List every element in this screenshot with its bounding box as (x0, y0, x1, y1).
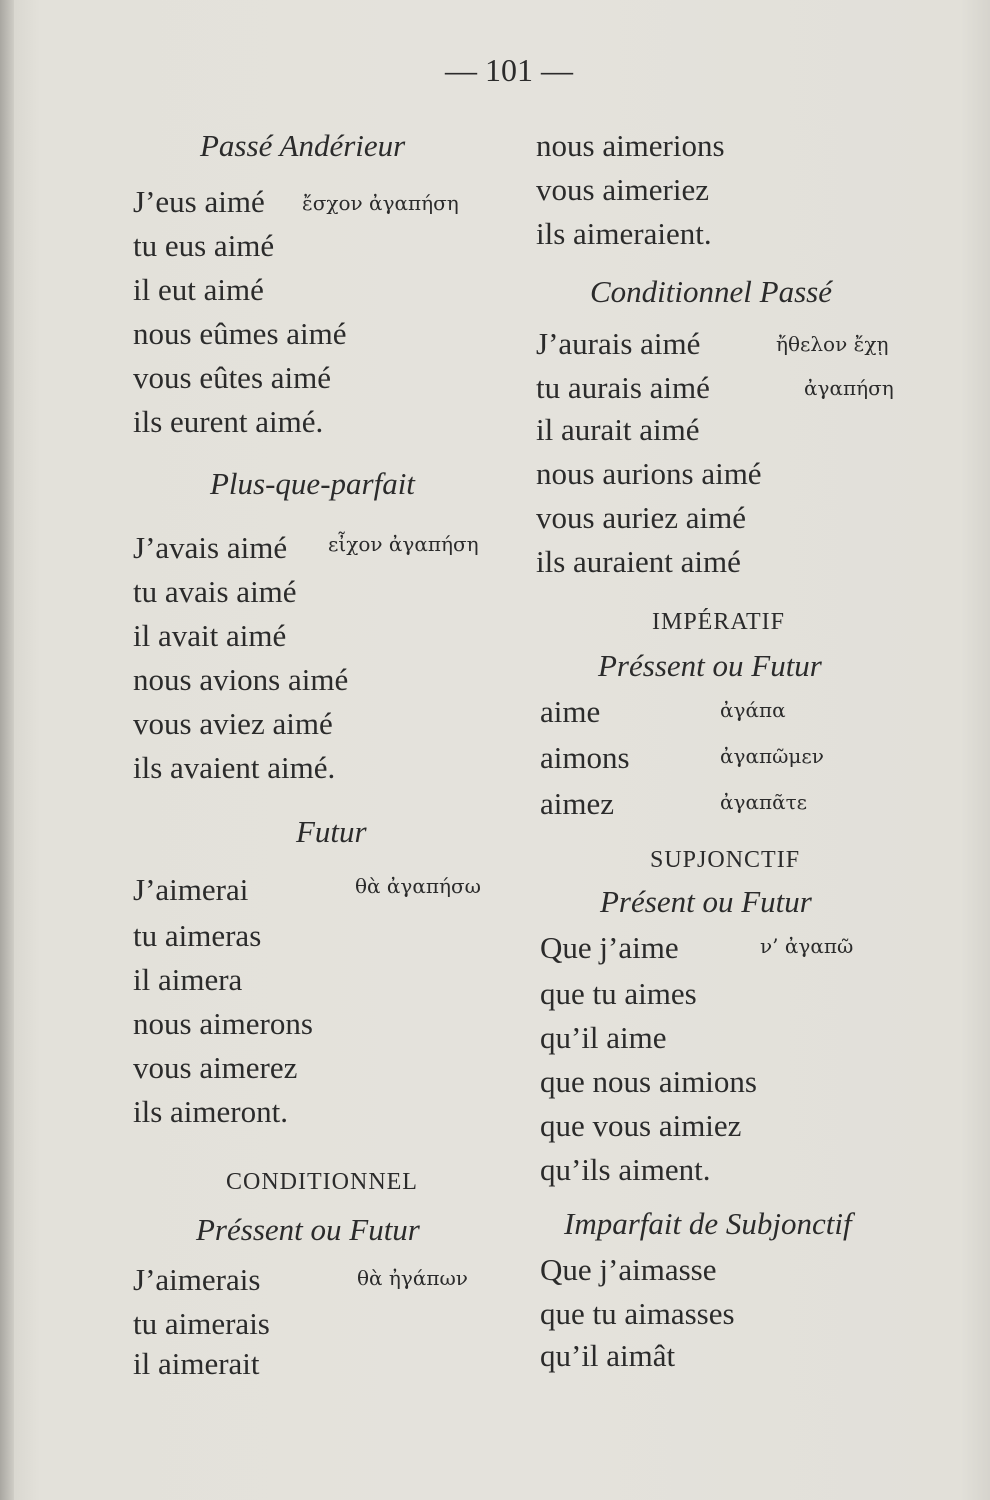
conj-line: J’aimerais (133, 1262, 261, 1297)
page-number: — 101 — (445, 52, 573, 88)
greek-translation: θὰ ἀγαπήσω (355, 874, 481, 898)
conj-line: vous aimerez (133, 1050, 298, 1085)
section-imperatif: IMPÉRATIF (652, 609, 786, 635)
conj-line: nous aimerions (536, 128, 725, 163)
heading-subjonctif-present: Présent ou Futur (600, 884, 812, 919)
heading-passe-anterieur: Passé Andérieur (200, 128, 406, 163)
conj-line: qu’ils aiment. (540, 1152, 711, 1187)
conj-line: ils aimeront. (133, 1094, 288, 1129)
section-subjonctif: SUPJONCTIF (650, 847, 801, 873)
conj-line: ils avaient aimé. (133, 750, 336, 785)
conj-line: Que j’aimasse (540, 1252, 717, 1287)
conj-line: que nous aimions (540, 1064, 757, 1099)
heading-imperatif-present: Préssent ou Futur (598, 648, 822, 683)
greek-translation: ἀγαπήση (804, 376, 894, 400)
conj-line: Que j’aime (540, 930, 679, 965)
conj-line: ils auraient aimé (536, 544, 741, 579)
heading-conditionnel-passe: Conditionnel Passé (590, 274, 832, 309)
heading-futur: Futur (296, 814, 367, 849)
heading-conditionnel-present: Préssent ou Futur (196, 1212, 420, 1247)
conj-line: tu eus aimé (133, 228, 275, 263)
book-spine-shadow (0, 0, 14, 1500)
conj-line: vous aviez aimé (133, 706, 333, 741)
conj-line: tu aurais aimé (536, 370, 710, 405)
conj-line: nous aurions aimé (536, 456, 762, 491)
conj-line: vous aimeriez (536, 172, 710, 207)
conj-line: il aimera (133, 962, 243, 997)
conj-line: que tu aimasses (540, 1296, 735, 1331)
section-conditionnel: CONDITIONNEL (226, 1169, 418, 1195)
conj-line: J’aurais aimé (536, 326, 701, 361)
conj-line: tu aimerais (133, 1306, 270, 1341)
heading-imparfait-subjonctif: Imparfait de Subjonctif (564, 1206, 852, 1241)
conj-line: J’aimerai (133, 872, 249, 907)
conj-line: aimez (540, 786, 615, 821)
conj-line: aimons (540, 740, 630, 775)
greek-translation: ἤθελον ἔχῃ (776, 332, 889, 356)
conj-line: J’avais aimé (133, 530, 288, 565)
greek-translation: θὰ ἠγάπων (357, 1266, 468, 1290)
conj-line: ils aimeraient. (536, 216, 712, 251)
conj-line: que tu aimes (540, 976, 697, 1011)
conj-line: qu’il aime (540, 1020, 667, 1055)
greek-translation: ἀγάπα (720, 698, 786, 722)
greek-translation: ἔσχον ἀγαπήση (302, 191, 459, 215)
conj-line: nous avions aimé (133, 662, 349, 697)
conj-line: il aimerait (133, 1346, 260, 1381)
conj-line: il aurait aimé (536, 412, 700, 447)
conj-line: aime (540, 694, 601, 729)
conj-line: ils eurent aimé. (133, 404, 324, 439)
greek-translation: ν’ ἀγαπῶ (760, 934, 854, 958)
conj-line: nous aimerons (133, 1006, 313, 1041)
conj-line: nous eûmes aimé (133, 316, 347, 351)
conj-line: vous auriez aimé (536, 500, 747, 535)
conj-line: vous eûtes aimé (133, 360, 332, 395)
conj-line: il eut aimé (133, 272, 264, 307)
greek-translation: ἀγαπῶμεν (720, 744, 824, 768)
heading-plus-que-parfait: Plus-que-parfait (210, 466, 415, 501)
conj-line: tu avais aimé (133, 574, 297, 609)
conj-line: qu’il aimât (540, 1338, 676, 1373)
greek-translation: εἶχον ἀγαπήση (328, 532, 479, 556)
conj-line: que vous aimiez (540, 1108, 742, 1143)
conj-line: J’eus aimé (133, 184, 265, 219)
conj-line: tu aimeras (133, 918, 262, 953)
greek-translation: ἀγαπᾶτε (720, 790, 808, 814)
conj-line: il avait aimé (133, 618, 287, 653)
